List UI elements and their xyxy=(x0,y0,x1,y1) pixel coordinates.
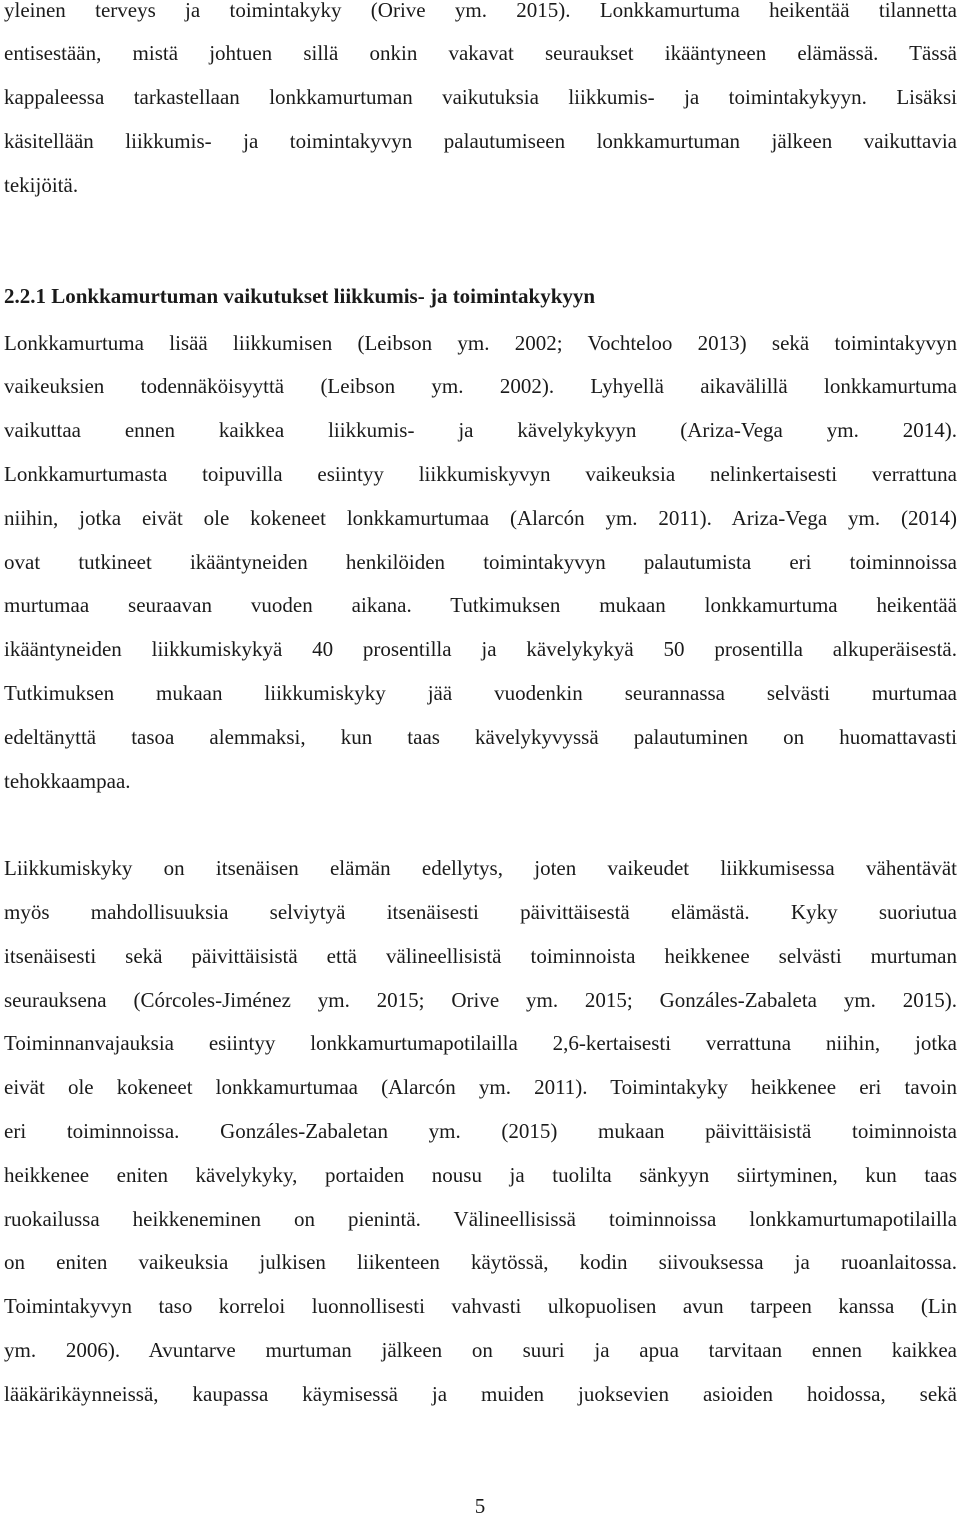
text-line: Lonkkamurtuma lisää liikkumisen (Leibson ym. 2002; Vochteloo 2013) sekä toimintakyvyn xyxy=(4,331,957,355)
text-line: ikääntyneiden liikkumiskykyä 40 prosentilla ja kävelykykyä 50 prosentilla alkuperäisestä. xyxy=(4,637,957,661)
page-number: 5 xyxy=(474,1494,486,1518)
text-line: eri toiminnoissa. Gonzáles-Zabaletan ym. (2015) mukaan päivittäisistä toiminnoista xyxy=(4,1119,957,1143)
text-line: kappaleessa tarkastellaan lonkkamurtuman vaikutuksia liikkumis- ja toimintakykyyn. Lisäksi xyxy=(4,85,957,109)
text-line: yleinen terveys ja toimintakyky (Orive ym. 2015). Lonkkamurtuma heikentää tilannetta xyxy=(4,0,957,22)
text-line: vaikeuksien todennäköisyyttä (Leibson ym. 2002). Lyhyellä aikavälillä lonkkamurtuma xyxy=(4,374,957,398)
text-line: käsitellään liikkumis- ja toimintakyvyn palautumiseen lonkkamurtuman jälkeen vaikuttavia xyxy=(4,129,957,153)
text-line: niihin, jotka eivät ole kokeneet lonkkamurtumaa (Alarcón ym. 2011). Ariza-Vega ym. (2014) xyxy=(4,506,957,530)
text-line: Lonkkamurtumasta toipuvilla esiintyy liikkumiskyvyn vaikeuksia nelinkertaisesti verrattuna xyxy=(4,462,957,486)
text-line: eivät ole kokeneet lonkkamurtumaa (Alarcón ym. 2011). Toimintakyky heikkenee eri tavoin xyxy=(4,1075,957,1099)
text-line: seurauksena (Córcoles-Jiménez ym. 2015; Orive ym. 2015; Gonzáles-Zabaleta ym. 2015). xyxy=(4,988,957,1012)
text-line: Liikkumiskyky on itsenäisen elämän edellytys, joten vaikeudet liikkumisessa vähentävät xyxy=(4,856,957,880)
text-line: on eniten vaikeuksia julkisen liikenteen käytössä, kodin siivouksessa ja ruoanlaitossa. xyxy=(4,1250,957,1274)
text-line: edeltänyttä tasoa alemmaksi, kun taas kävelykyvyssä palautuminen on huomattavasti xyxy=(4,725,957,749)
text-line: tehokkaampaa. xyxy=(4,769,131,793)
text-line: entisestään, mistä johtuen sillä onkin vakavat seuraukset ikääntyneen elämässä. Tässä xyxy=(4,41,957,65)
text-line: ovat tutkineet ikääntyneiden henkilöiden toimintakyvyn palautumista eri toiminnoissa xyxy=(4,550,957,574)
document-page xyxy=(4,0,957,1517)
text-line: myös mahdollisuuksia selviytyä itsenäisesti päivittäisestä elämästä. Kyky suoriutua xyxy=(4,900,957,924)
text-line: heikkenee eniten kävelykyky, portaiden nousu ja tuolilta sänkyyn siirtyminen, kun taas xyxy=(4,1163,957,1187)
text-line: Tutkimuksen mukaan liikkumiskyky jää vuodenkin seurannassa selvästi murtumaa xyxy=(4,681,957,705)
text-line: Toiminnanvajauksia esiintyy lonkkamurtumapotilailla 2,6-kertaisesti verrattuna niihin, jotka xyxy=(4,1031,957,1055)
text-line: tekijöitä. xyxy=(4,173,79,197)
text-line: itsenäisesti sekä päivittäisistä että välineellisistä toiminnoista heikkenee selvästi murtuman xyxy=(4,944,957,968)
text-line: ruokailussa heikkeneminen on pienintä. Välineellisissä toiminnoissa lonkkamurtumapotilailla xyxy=(4,1207,957,1231)
text-line: murtumaa seuraavan vuoden aikana. Tutkimuksen mukaan lonkkamurtuma heikentää xyxy=(4,593,957,617)
text-line: Toimintakyvyn taso korreloi luonnollisesti vahvasti ulkopuolisen avun tarpeen kanssa (Lin xyxy=(4,1294,957,1318)
text-line: lääkärikäynneissä, kaupassa käymisessä ja muiden juoksevien asioiden hoidossa, sekä xyxy=(4,1382,957,1406)
section-heading: 2.2.1 Lonkkamurtuman vaikutukset liikkumis- ja toimintakykyyn xyxy=(4,284,596,308)
text-line: vaikuttaa ennen kaikkea liikkumis- ja kävelykykyyn (Ariza-Vega ym. 2014). xyxy=(4,418,957,442)
text-line: ym. 2006). Avuntarve murtuman jälkeen on suuri ja apua tarvitaan ennen kaikkea xyxy=(4,1338,957,1362)
